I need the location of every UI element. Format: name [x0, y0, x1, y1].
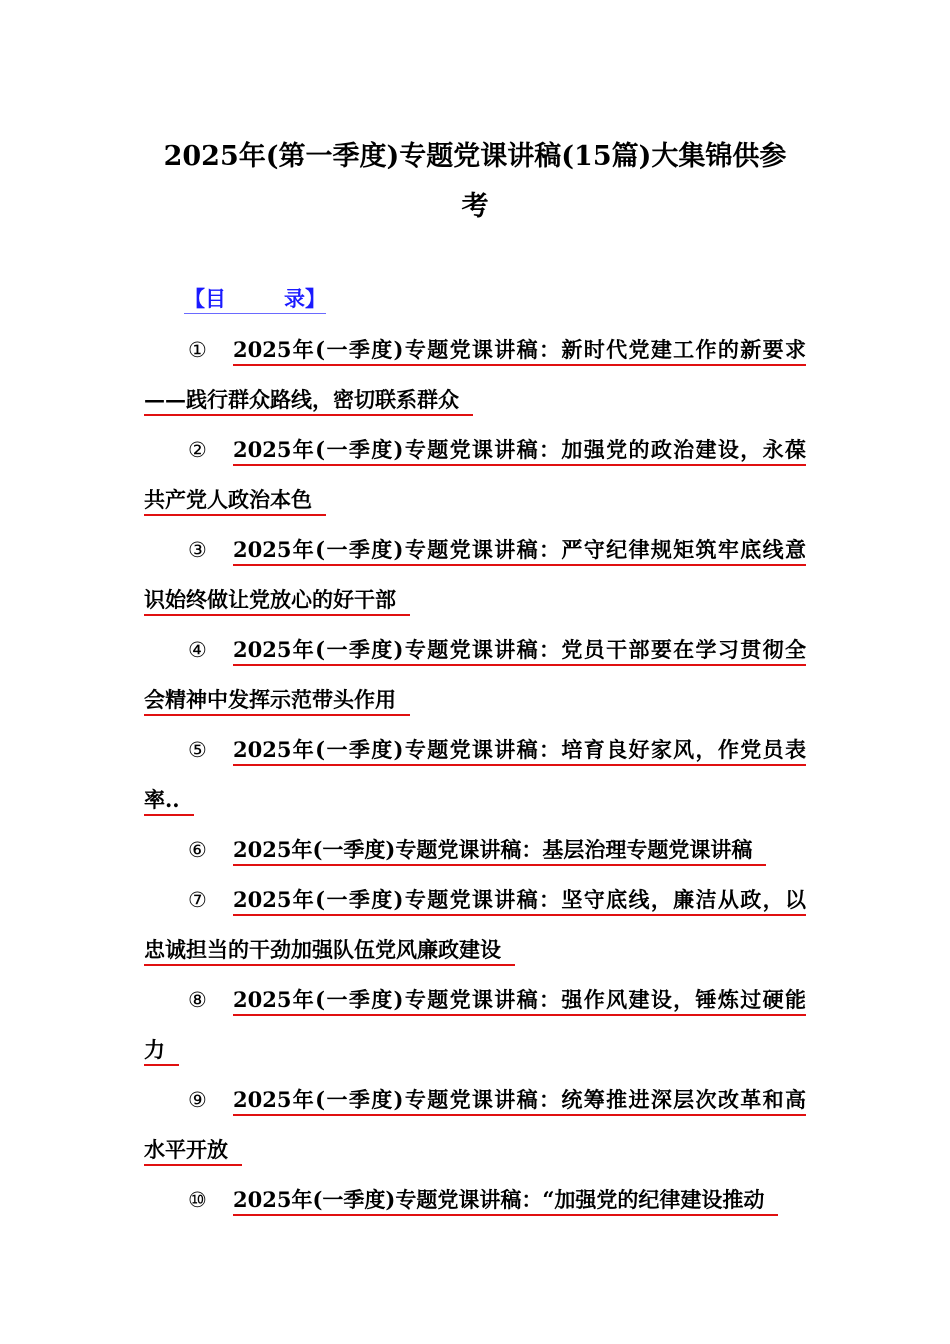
- toc-entry-link-continued[interactable]: 忠诚担当的干劲加强队伍党风廉政建设: [144, 936, 515, 966]
- toc-entry-number: ④: [188, 638, 207, 662]
- toc-entry-link[interactable]: 2025年(一季度)专题党课讲稿：坚守底线，廉洁从政，以: [233, 886, 806, 916]
- toc-entry-number: ⑨: [188, 1088, 207, 1112]
- toc-entry-link-continued[interactable]: 会精神中发挥示范带头作用: [144, 686, 410, 716]
- toc-entry-link[interactable]: 2025年(一季度)专题党课讲稿：统筹推进深层次改革和高: [233, 1086, 806, 1116]
- toc-entry-link[interactable]: 2025年(一季度)专题党课讲稿：“加强党的纪律建设推动: [233, 1186, 778, 1216]
- toc-entry-number: ②: [188, 438, 207, 462]
- toc-entry-number: ⑤: [188, 738, 207, 762]
- toc-entry-link-continued[interactable]: ——践行群众路线，密切联系群众: [144, 386, 473, 416]
- title-line-2: 考: [461, 191, 489, 222]
- toc-label-right: 录】: [284, 286, 326, 311]
- toc-label-left: 【目: [184, 286, 226, 311]
- toc-entry-link[interactable]: 2025年(一季度)专题党课讲稿：强作风建设，锤炼过硬能: [233, 986, 806, 1016]
- toc-entry-link-continued[interactable]: 力: [144, 1036, 179, 1066]
- toc-entry-number: ⑧: [188, 988, 207, 1012]
- toc-entry-link[interactable]: 2025年(一季度)专题党课讲稿：基层治理专题党课讲稿: [233, 836, 766, 866]
- document-title: [120, 132, 830, 232]
- toc-entry-number: ①: [188, 338, 207, 362]
- toc-entry-link[interactable]: 2025年(一季度)专题党课讲稿：新时代党建工作的新要求: [233, 336, 806, 366]
- toc-entry-link-continued[interactable]: 水平开放: [144, 1136, 242, 1166]
- toc-heading-link[interactable]: [184, 285, 326, 314]
- toc-entry-link-continued[interactable]: 共产党人政治本色: [144, 486, 326, 516]
- toc-entry-link[interactable]: 2025年(一季度)专题党课讲稿：严守纪律规矩筑牢底线意: [233, 536, 806, 566]
- toc-entry-number: ⑦: [188, 888, 207, 912]
- toc-entry-number: ⑥: [188, 838, 207, 862]
- toc-entry-link[interactable]: 2025年(一季度)专题党课讲稿：加强党的政治建设，永葆: [233, 436, 806, 466]
- toc-entry-link[interactable]: 2025年(一季度)专题党课讲稿：党员干部要在学习贯彻全: [233, 636, 806, 666]
- toc-entry-link[interactable]: 2025年(一季度)专题党课讲稿：培育良好家风，作党员表: [233, 736, 806, 766]
- title-line-1: 2025年(第一季度)专题党课讲稿(15篇)大集锦供参: [163, 141, 787, 172]
- toc-entry-link-continued[interactable]: 识始终做让党放心的好干部: [144, 586, 410, 616]
- toc-entry-number: ⑩: [188, 1188, 207, 1212]
- toc-entry-number: ③: [188, 538, 207, 562]
- toc-entry-link-continued[interactable]: 率..: [144, 786, 194, 816]
